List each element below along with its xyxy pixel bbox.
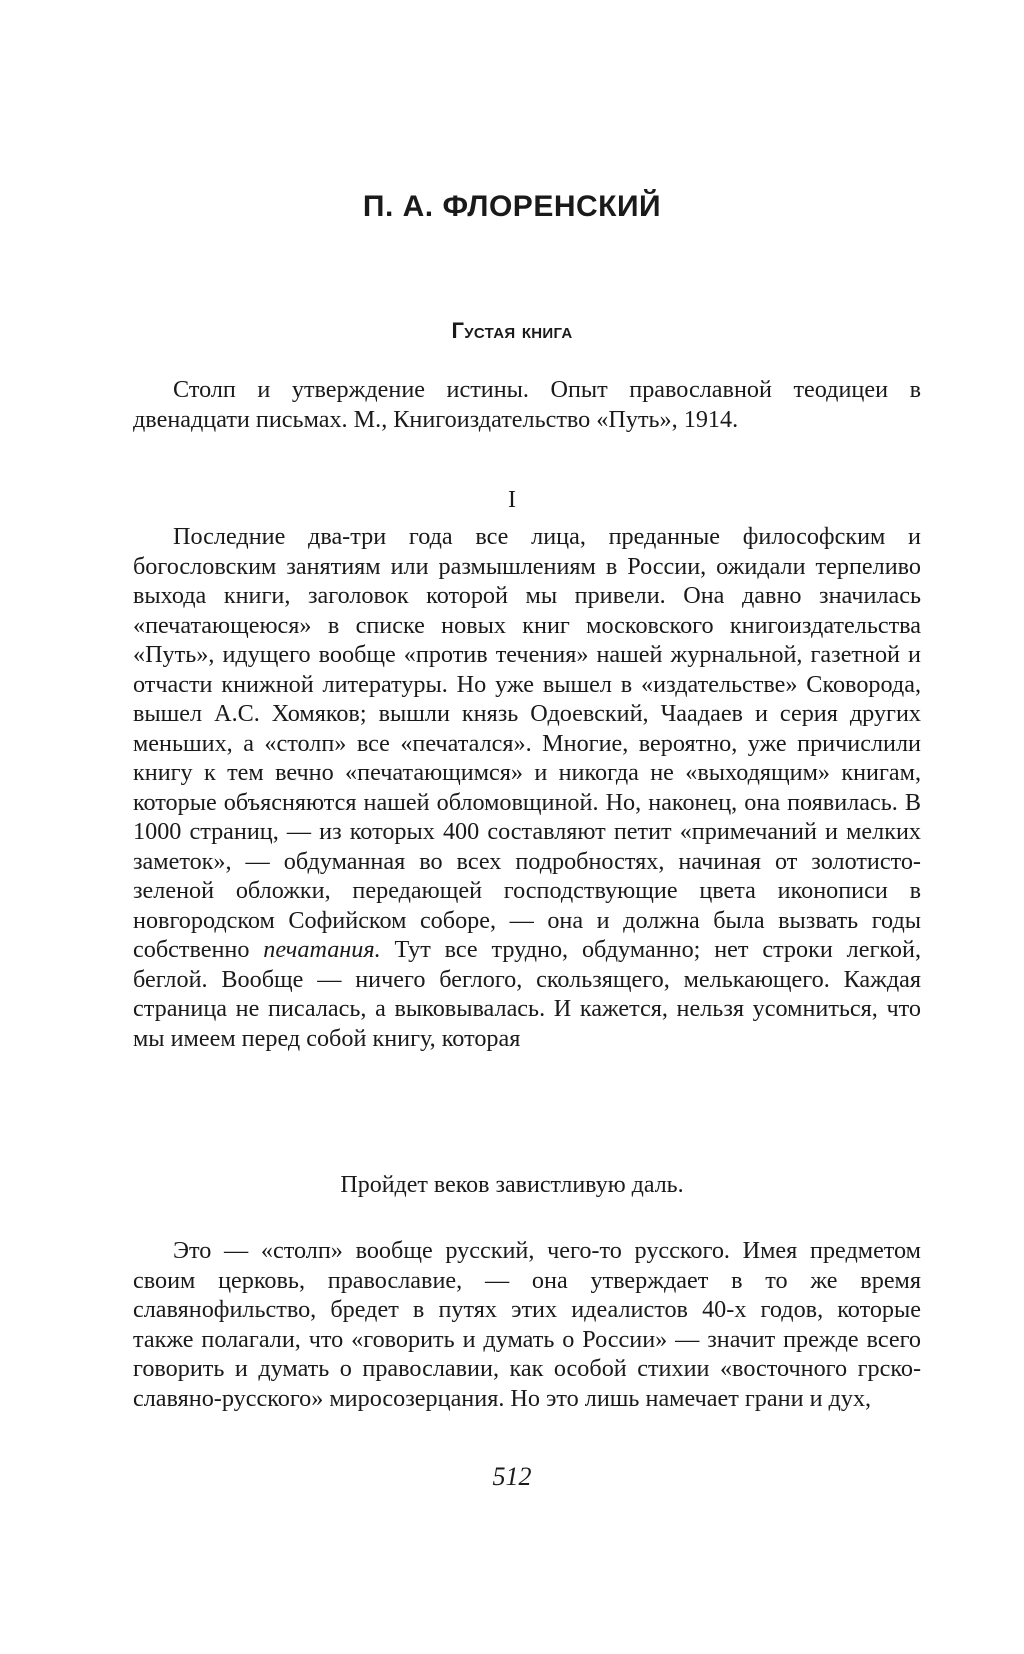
paragraph-2-text: Это — «столп» вообще русский, чего-то русского. Имея предметом своим церковь, православие, — она утверждает в то же время славянофильство, бредет в путях этих идеалистов 40-х годов, которые также полагали, что «говорить и думать о России» — значит прежде всего говорить и думать о православии, как особой стихии «восточного грско-славяно-русского» миросозерцания. Но это лишь намечает грани и дух, (133, 1237, 921, 1412)
quote-line: Пройдет веков завистливую даль. (340, 1172, 684, 1198)
paragraph-2 (133, 1236, 921, 1413)
bibliography-text: Столп и утверждение истины. Опыт православной теодицеи в двенадцати письмах. М., Книгоиздательство «Путь», 1914. (133, 376, 921, 433)
bibliography-block (133, 375, 921, 434)
article-title: Густая книга (451, 318, 573, 343)
paragraph-1 (133, 522, 921, 1053)
section-number: I (508, 487, 516, 513)
paragraph-1-text (133, 522, 921, 1053)
author-heading: П. А. ФЛОРЕНСКИЙ (362, 190, 662, 223)
paragraph-1-part-a: Последние два-три года все лица, преданные философским и богословским занятиям или размышлениям в России, ожидали терпеливо выхода книги, заголовок которой мы привели. Она давно значилась «печатающеюся» в списке новых книг московского книгоиздательства «Путь», идущего вообще «против течения» нашей журнальной, газетной и отчасти книжной литературы. Но уже вышел в «издательстве» Сковорода, вышел А.С. Хомяков; вышли князь Одоевский, Чаадаев и серия других меньших, а «столп» все «печатался». Многие, вероятно, уже причислили книгу к тем вечно «печатающимся» и никогда не «выходящим» книгам, которые объясняются нашей обломовщиной. Но, наконец, она появилась. В 1000 страниц, — из которых 400 составляют петит «примечаний и мелких заметок», — обдуманная во всех подробностях, начиная от золотисто-зеленой обложки, передающей господствующие цвета иконописи в новгородском Софийском соборе, — она и должна была вызвать годы собственно (133, 523, 921, 963)
paragraph-1-part-b: Тут все трудно, обдуманно; нет строки легкой, беглой. Вообще — ничего беглого, скользящего, мелькающего. Каждая страница не писалась, а выковывалась. И кажется, нельзя усомниться, что мы имеем перед собой книгу, которая (133, 936, 921, 1052)
page-number: 512 (492, 1462, 532, 1491)
paragraph-1-emphasis: печатания. (263, 936, 381, 963)
